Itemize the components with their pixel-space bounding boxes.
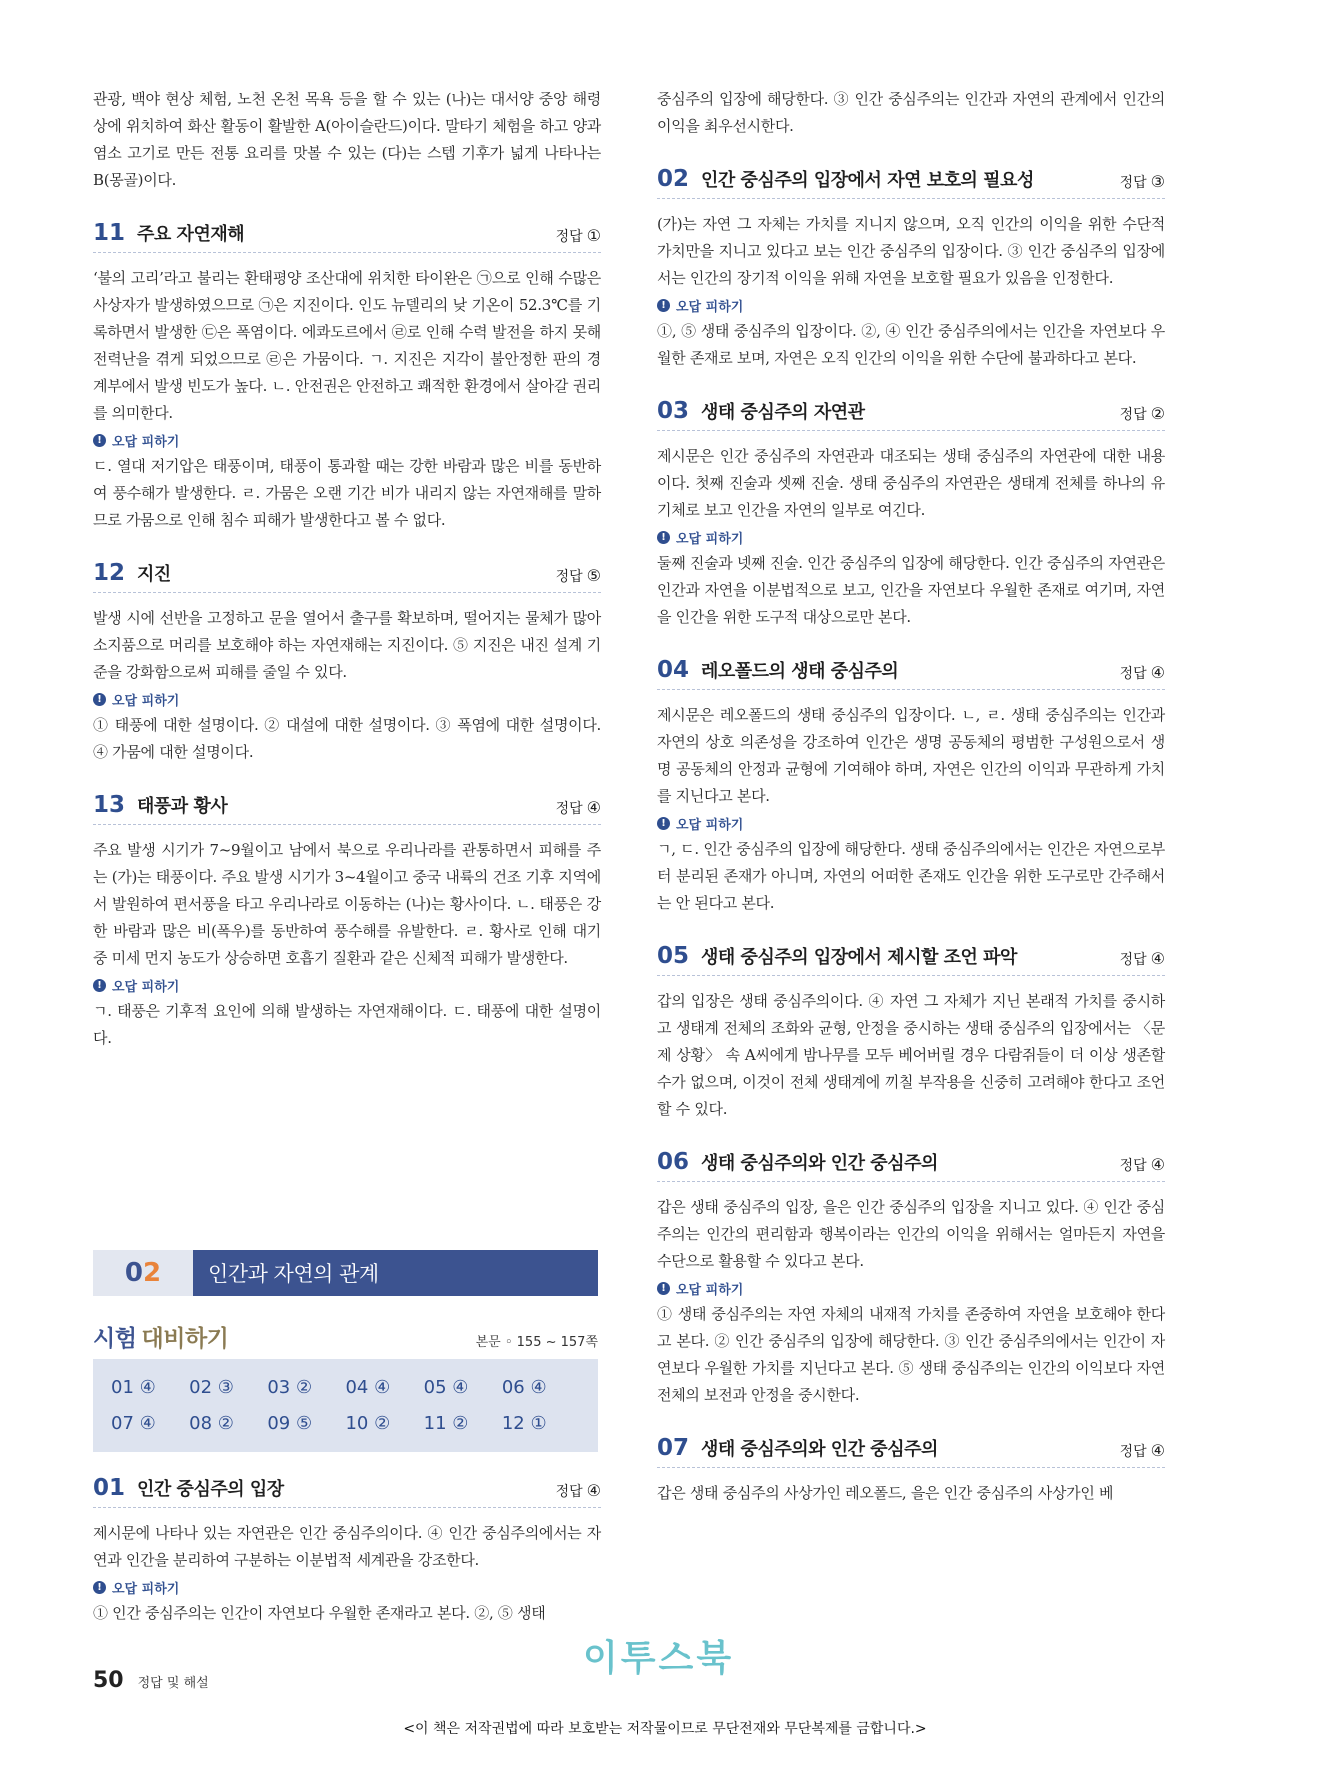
question-number: 07 (657, 1435, 690, 1461)
explanation: 주요 발생 시기가 7~9월이고 남에서 북으로 우리나라를 관통하면서 피해를 주는 (가)는 태풍이다. 주요 발생 시기가 3~4월이고 중국 내륙의 건조 기후 지역에서 발원하여 편서풍을 타고 우리나라로 이동하는 (나)는 황사이다. ㄴ. 태풍은 강한 바람과 많은 비(폭우)를 동반하여 풍수해를 유발한다. ㄹ. 황사로 인해 대기 중 미세 먼지 농도가 상승하면 호흡기 질환과 같은 신체적 피해가 발생한다. (93, 841, 601, 967)
wrong-answer-heading: ! 오답 피하기 (93, 690, 601, 709)
question-title: 주요 자연재해 (137, 224, 245, 245)
wrong-answer-heading: ! 오답 피하기 (93, 976, 601, 995)
answer-cell: 02 ③ (189, 1376, 234, 1398)
question-title: 생태 중심주의 입장에서 제시할 조언 파악 (701, 947, 1017, 968)
exclamation-icon: ! (93, 1581, 106, 1594)
wrong-answer-explanation: 둘째 진술과 넷째 진술. 인간 중심주의 입장에 해당한다. 인간 중심주의 자연관은 인간과 자연을 이분법적으로 보고, 인간을 자연보다 우월한 존재로 여기며, 자연을 인간을 위한 도구적 대상으로만 본다. (657, 554, 1165, 626)
explanation: 갑은 생태 중심주의 사상가인 레오폴드, 을은 인간 중심주의 사상가인 베 (657, 1484, 1114, 1502)
question-number: 06 (657, 1149, 690, 1175)
question-title: 생태 중심주의와 인간 중심주의 (701, 1439, 938, 1460)
question-title: 생태 중심주의 자연관 (701, 402, 865, 423)
answer-value: ④ (586, 1481, 601, 1500)
explanation: 갑의 입장은 생태 중심주의이다. ④ 자연 그 자체가 지닌 본래적 가치를 중시하고 생태계 전체의 조화와 균형, 안정을 중시하는 생태 중심주의 입장에서는 〈문제 상황〉 속 A씨에게 밤나무를 모두 베어버릴 경우 다람쥐들이 더 이상 생존할 수가 없으며, 이것이 전체 생태계에 끼칠 부작용을 신중히 고려해야 한다고 조언할 수 있다. (657, 992, 1165, 1118)
question-header (657, 943, 1165, 976)
wrong-answer-explanation: ① 인간 중심주의는 인간이 자연보다 우월한 존재라고 본다. ②, ⑤ 생태 (93, 1604, 546, 1622)
answer-label: 정답 ① (555, 226, 601, 245)
wrong-answer-explanation: ㄷ. 열대 저기압은 태풍이며, 태풍이 통과할 때는 강한 바람과 많은 비를 동반하여 풍수해가 발생한다. ㄹ. 가뭄은 오랜 기간 비가 내리지 않는 자연재해를 말하므로 가뭄으로 인해 침수 피해가 발생한다고 볼 수 없다. (93, 457, 601, 529)
question-title: 생태 중심주의와 인간 중심주의 (701, 1153, 938, 1174)
wrong-answer-explanation: ①, ⑤ 생태 중심주의 입장이다. ②, ④ 인간 중심주의에서는 인간을 자연보다 우월한 존재로 보며, 자연은 오직 인간의 이익을 위한 수단에 불과하다고 본다. (657, 322, 1165, 367)
wrong-answer-heading: ! 오답 피하기 (93, 1578, 601, 1597)
exclamation-icon: ! (657, 1282, 670, 1295)
wrong-answer-explanation: ① 생태 중심주의는 자연 자체의 내재적 가치를 존중하여 자연을 보호해야 한다고 본다. ② 인간 중심주의 입장에 해당한다. ③ 인간 중심주의에서는 인간이 자연보다 우월한 가치를 지닌다고 본다. ⑤ 생태 중심주의는 인간의 이익보다 자연 전체의 보전과 안정을 중시한다. (657, 1305, 1165, 1404)
question-02 (657, 166, 1165, 372)
question-number: 05 (657, 943, 690, 969)
answer-label: 정답 ③ (1119, 172, 1165, 191)
answer-label: 정답 ② (1119, 404, 1165, 423)
answer-grid (93, 1359, 598, 1452)
exam-heading-1: 시험 (93, 1326, 137, 1352)
explanation: (가)는 자연 그 자체는 가치를 지니지 않으며, 오직 인간의 이익을 위한 수단적 가치만을 지니고 있다고 보는 인간 중심주의 입장이다. ③ 인간 중심주의 입장에서는 인간의 장기적 이익을 위해 자연을 보호할 필요가 있음을 인정한다. (657, 215, 1165, 287)
wrong-answer-explanation: ㄱ. 태풍은 기후적 요인에 의해 발생하는 자연재해이다. ㄷ. 태풍에 대한 설명이다. (93, 1002, 601, 1047)
answer-cell: 01 ④ (111, 1376, 156, 1398)
exclamation-icon: ! (93, 979, 106, 992)
answer-cell: 10 ② (345, 1413, 391, 1435)
answer-cell: 04 ④ (345, 1376, 391, 1398)
answer-cell: 05 ④ (423, 1376, 469, 1398)
question-title: 태풍과 황사 (137, 796, 228, 817)
copyright-notice: <이 책은 저작권법에 따라 보호받는 저작물이므로 무단전재와 무단복제를 금합니다.> (403, 1721, 927, 1737)
question-header (93, 220, 601, 253)
exam-prep-heading (93, 1320, 598, 1353)
answer-cell: 06 ④ (501, 1376, 547, 1398)
answer-label: 정답 ④ (1119, 949, 1165, 968)
question-header (93, 1475, 601, 1508)
page-number: 50 (93, 1668, 124, 1693)
section-title: 인간과 자연의 관계 (193, 1250, 598, 1296)
exclamation-icon: ! (93, 434, 106, 447)
wrong-answer-heading: ! 오답 피하기 (657, 528, 1165, 547)
question-01 (93, 1475, 601, 1627)
wrong-answer-heading: ! 오답 피하기 (657, 814, 1165, 833)
question-04 (657, 657, 1165, 917)
right-column (657, 86, 1165, 1533)
question-number: 02 (657, 166, 690, 192)
page-footer (93, 1668, 209, 1693)
answer-label: 정답 ⑤ (555, 566, 601, 585)
answer-label: 정답 ④ (1119, 663, 1165, 682)
explanation: 발생 시에 선반을 고정하고 문을 열어서 출구를 확보하며, 떨어지는 물체가 많아 소지품으로 머리를 보호해야 하는 자연재해는 지진이다. ⑤ 지진은 내진 설계 기준을 강화함으로써 피해를 줄일 수 있다. (93, 609, 601, 681)
answer-cell: 12 ① (501, 1413, 547, 1435)
wrong-answer-heading: ! 오답 피하기 (93, 431, 601, 450)
answer-cell: 11 ② (423, 1413, 469, 1435)
question-12 (93, 560, 601, 766)
exclamation-icon: ! (657, 299, 670, 312)
wrong-answer-heading: ! 오답 피하기 (657, 296, 1165, 315)
question-title: 인간 중심주의 입장 (137, 1479, 284, 1500)
answer-label: 정답 ④ (1119, 1441, 1165, 1460)
exclamation-icon: ! (657, 817, 670, 830)
question-header (93, 792, 601, 825)
answer-value: ④ (1150, 1155, 1165, 1174)
question-header (657, 166, 1165, 199)
intro-paragraph: 관광, 백야 현상 체험, 노천 온천 목욕 등을 할 수 있는 (나)는 대서양 중앙 해령상에 위치하여 화산 활동이 활발한 A(아이슬란드)이다. 말타기 체험을 하고 양과 염소 고기로 만든 전통 요리를 맛볼 수 있는 (다)는 스텝 기후가 넓게 나타나는 B(몽골)이다. (93, 90, 601, 189)
answer-value: ④ (1150, 663, 1165, 682)
question-03 (657, 398, 1165, 631)
exclamation-icon: ! (93, 693, 106, 706)
explanation: 갑은 생태 중심주의 입장, 을은 인간 중심주의 입장을 지니고 있다. ④ 인간 중심주의는 인간의 편리함과 행복이라는 인간의 이익을 위해서는 얼마든지 자연을 수단으로 활용할 수 있다고 본다. (657, 1198, 1165, 1270)
answer-value: ① (586, 226, 601, 245)
page-section-label: 정답 및 해설 (137, 1676, 209, 1691)
question-title: 인간 중심주의 입장에서 자연 보호의 필요성 (701, 170, 1034, 191)
answer-value: ④ (586, 798, 601, 817)
left-column (93, 86, 601, 1078)
answer-cell: 07 ④ (111, 1413, 156, 1435)
intro-paragraph: 중심주의 입장에 해당한다. ③ 인간 중심주의는 인간과 자연의 관계에서 인간의 이익을 최우선시한다. (657, 90, 1165, 135)
answer-label: 정답 ④ (555, 798, 601, 817)
answer-cell: 03 ② (267, 1376, 313, 1398)
publisher-watermark: 이투스북 (583, 1638, 735, 1679)
explanation: 제시문에 나타나 있는 자연관은 인간 중심주의이다. ④ 인간 중심주의에서는 자연과 인간을 분리하여 구분하는 이분법적 세계관을 강조한다. (93, 1524, 601, 1569)
question-06 (657, 1149, 1165, 1409)
question-05 (657, 943, 1165, 1123)
answer-label: 정답 ④ (555, 1481, 601, 1500)
answer-value: ⑤ (586, 566, 601, 585)
exam-heading-2: 대비하기 (141, 1326, 229, 1352)
answer-cell: 08 ② (189, 1413, 234, 1435)
question-number: 12 (93, 560, 126, 586)
explanation: 제시문은 인간 중심주의 자연관과 대조되는 생태 중심주의 자연관에 대한 내용이다. 첫째 진술과 셋째 진술. 생태 중심주의 자연관은 생태계 전체를 하나의 유기체로 보고 인간을 자연의 일부로 여긴다. (657, 447, 1165, 519)
question-number: 01 (93, 1475, 126, 1501)
question-13 (93, 792, 601, 1052)
answer-label: 정답 ④ (1119, 1155, 1165, 1174)
explanation: 제시문은 레오폴드의 생태 중심주의 입장이다. ㄴ, ㄹ. 생태 중심주의는 인간과 자연의 상호 의존성을 강조하여 인간은 생명 공동체의 평범한 구성원으로서 생명 공동체의 안정과 균형에 기여해야 하며, 자연은 인간의 이익과 무관하게 가치를 지닌다고 본다. (657, 706, 1165, 805)
question-header (657, 657, 1165, 690)
question-07 (657, 1435, 1165, 1507)
explanation: ‘불의 고리’라고 불리는 환태평양 조산대에 위치한 타이완은 ㉠으로 인해 수많은 사상자가 발생하였으므로 ㉠은 지진이다. 인도 뉴델리의 낮 기온이 52.3℃를 기록하면서 발생한 ㉢은 폭염이다. 에콰도르에서 ㉣로 인해 수력 발전을 하지 못해 전력난을 겪게 되었으므로 ㉣은 가뭄이다. ㄱ. 지진은 지각이 불안정한 판의 경계부에서 발생 빈도가 높다. ㄴ. 안전권은 안전하고 쾌적한 환경에서 살아갈 권리를 의미한다. (93, 269, 601, 422)
question-title: 레오폴드의 생태 중심주의 (701, 661, 899, 682)
answer-value: ④ (1150, 949, 1165, 968)
answer-value: ② (1150, 404, 1165, 423)
wrong-answer-explanation: ㄱ, ㄷ. 인간 중심주의 입장에 해당한다. 생태 중심주의에서는 인간은 자연으로부터 분리된 존재가 아니며, 자연의 어떠한 존재도 인간을 위한 도구로만 간주해서는 안 된다고 본다. (657, 840, 1165, 912)
question-header (657, 1435, 1165, 1468)
wrong-answer-heading: ! 오답 피하기 (657, 1279, 1165, 1298)
section-number: 0 2 (93, 1250, 193, 1296)
answer-value: ③ (1150, 172, 1165, 191)
page-reference: 본문 ◦ 155 ~ 157쪽 (475, 1335, 598, 1350)
question-header (93, 560, 601, 593)
answer-cell: 09 ⑤ (267, 1413, 313, 1435)
question-header (657, 398, 1165, 431)
question-number: 11 (93, 220, 126, 246)
section-banner (93, 1250, 598, 1296)
answer-value: ④ (1150, 1441, 1165, 1460)
question-title: 지진 (137, 564, 171, 585)
question-header (657, 1149, 1165, 1182)
question-number: 03 (657, 398, 690, 424)
wrong-answer-explanation: ① 태풍에 대한 설명이다. ② 대설에 대한 설명이다. ③ 폭염에 대한 설명이다. ④ 가뭄에 대한 설명이다. (93, 716, 601, 761)
question-11 (93, 220, 601, 534)
exclamation-icon: ! (657, 531, 670, 544)
question-number: 13 (93, 792, 126, 818)
question-number: 04 (657, 657, 690, 683)
